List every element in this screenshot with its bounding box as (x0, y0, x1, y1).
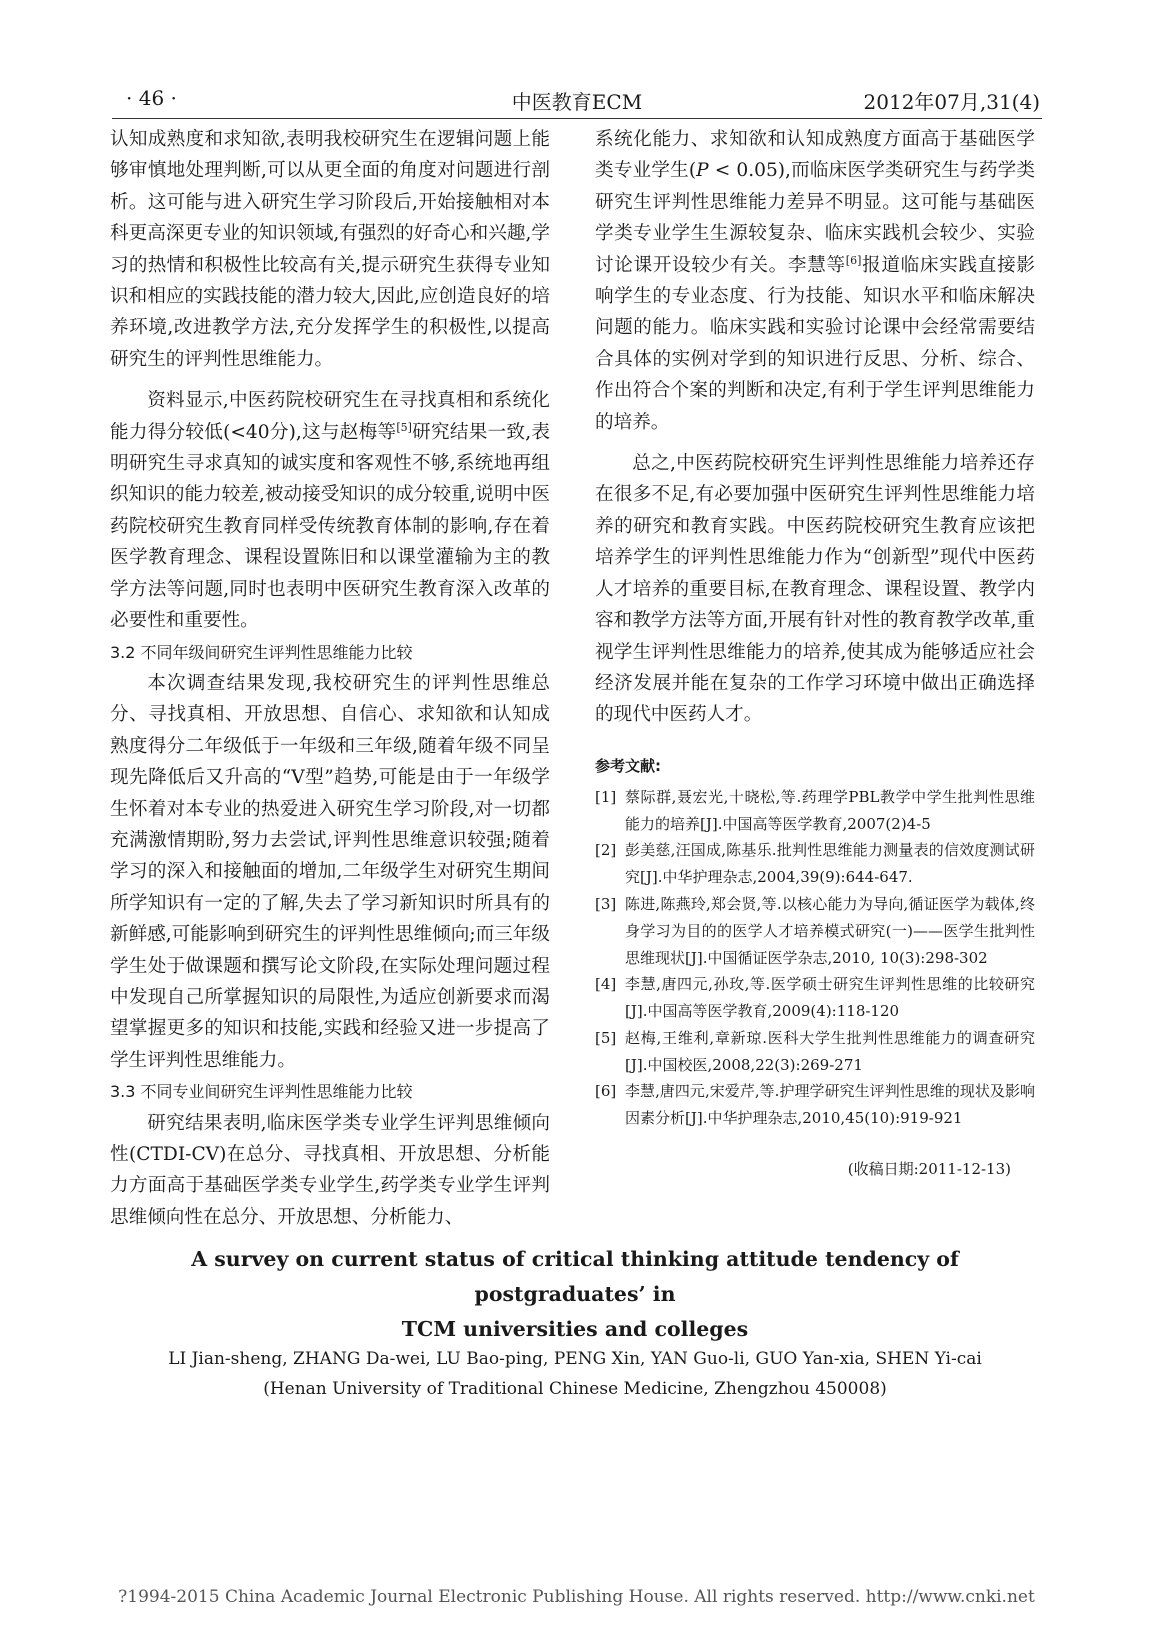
english-authors: LI Jian-sheng, ZHANG Da-wei, LU Bao-ping, PENG Xin, YAN Guo-li, GUO Yan-xia, SHEN Yi-cai (168, 1349, 982, 1369)
reference-item (595, 1078, 1035, 1132)
citation-6[interactable]: [6] (845, 253, 862, 267)
reference-number: [2] (595, 841, 617, 860)
text-run: 研究结果一致,表明研究生寻求真知的诚实度和客观性不够,系统地再组织知识的能力较差,被动接受知识的成分较重,说明中医药院校研究生教育同样受传统教育体制的影响,存在着医学教育理念、课程设置陈旧和以课堂灌输为主的教学方法等问题,同时也表明中医研究生教育深入改革的必要性和重要性。 (110, 421, 550, 632)
reference-item (595, 784, 1035, 838)
page-header (112, 78, 1042, 119)
text-run: < 0.05),而临床医学类研究生与药学类研究生评判性思维能力差异不明显。这可能与基础医学类专业学生生源较复杂、临床实践机会较少、实验讨论课开设较少有关。李慧等 (595, 160, 1035, 276)
left-paragraph-1: 认知成熟度和求知欲,表明我校研究生在逻辑问题上能够审慎地处理判断,可以从更全面的角度对问题进行剖析。这可能与进入研究生学习阶段后,开始接触相对本科更高深更专业的知识领域,有强烈的好奇心和兴趣,学习的热情和积极性比较高有关,提示研究生获得专业知识和相应的实践技能的潜力较大,因此,应创造良好的培养环境,改进教学方法,充分发挥学生的积极性,以提高研究生的评判性思维能力。 (110, 129, 550, 370)
left-paragraph-2 (110, 385, 550, 636)
english-title (110, 1242, 1040, 1347)
left-paragraph-3: 本次调查结果发现,我校研究生的评判性思维总分、寻找真相、开放思想、自信心、求知欲和认知成熟度得分二年级低于一年级和三年级,随着年级不同呈现先降低后又升高的“V型”趋势,可能是由于一年级学生怀着对本专业的热爱进入研究生学习阶段,对一切都充满激情期盼,努力去尝试,评判性思维意识较强;随着学习的深入和接触面的增加,二年级学生对研究生期间所学知识有一定的了解,失去了学习新知识时所具有的新鲜感,可能影响到研究生的评判性思维倾向;而三年级学生处于做课题和撰写论文阶段,在实际处理问题过程中发现自己所掌握知识的局限性,为适应创新要求而渴望掌握更多的知识和技能,实践和经验又进一步提高了学生评判性思维能力。 (110, 672, 550, 1071)
english-title-line-1: A survey on current status of critical thinking attitude tendency of postgraduates’ in (191, 1247, 959, 1306)
reference-number: [1] (595, 787, 617, 806)
reference-text: 陈进,陈燕玲,郑会贤,等.以核心能力为导向,循证医学为载体,终身学习为目的的医学人才培养模式研究(一)——医学生批判性思维现状[J].中国循证医学杂志,2010, 10(3):298-302 (625, 894, 1035, 967)
journal-name: 中医教育ECM (511, 90, 643, 114)
english-affiliation: (Henan University of Traditional Chinese Medicine, Zhengzhou 450008) (263, 1379, 887, 1399)
english-title-line-2: TCM universities and colleges (401, 1317, 749, 1341)
reference-text: 李慧,唐四元,宋爱芹,等.护理学研究生评判性思维的现状及影响因素分析[J].中华护理杂志,2010,45(10):919-921 (625, 1082, 1035, 1128)
text-run: 报道临床实践直接影响学生的专业态度、行为技能、知识水平和临床解决问题的能力。临床实践和实验讨论课中会经常需要结合具体的实例对学到的知识进行反思、分析、综合、作出符合个案的判断和决定,有利于学生评判思维能力的培养。 (595, 254, 1035, 433)
reference-number: [6] (595, 1082, 617, 1101)
section-heading-3-3: 3.3 不同专业间研究生评判性思维能力比较 (110, 1082, 413, 1102)
reference-item (595, 1025, 1035, 1079)
reference-number: [3] (595, 894, 617, 913)
reference-number: [5] (595, 1028, 617, 1047)
reference-item (595, 837, 1035, 891)
reference-list (595, 784, 1035, 1132)
right-paragraph-1 (595, 124, 1035, 438)
right-column (595, 124, 1035, 1179)
issue-info: 2012年07月,31(4) (863, 90, 1040, 114)
reference-text: 赵梅,王维利,章新琼.医科大学生批判性思维能力的调查研究[J].中国校医,2008,22(3):269-271 (625, 1028, 1035, 1074)
reference-item (595, 971, 1035, 1025)
references-title: 参考文献: (595, 756, 661, 775)
right-paragraph-2: 总之,中医药院校研究生评判性思维能力培养还存在很多不足,有必要加强中医研究生评判性思维能力培养的研究和教育实践。中医药院校研究生教育应该把培养学生的评判性思维能力作为“创新型”现代中医药人才培养的重要目标,在教育理念、课程设置、教学内容和教学方法等方面,开展有针对性的教育教学改革,重视学生评判性思维能力的培养,使其成为能够适应社会经济发展并能在复杂的工作学习环境中做出正确选择的现代中医药人才。 (595, 453, 1035, 726)
reference-text: 蔡际群,聂宏光,十晓松,等.药理学PBL教学中学生批判性思维能力的培养[J].中国高等医学教育,2007(2)4-5 (625, 787, 1035, 833)
left-paragraph-4: 研究结果表明,临床医学类专业学生评判思维倾向性(CTDI-CV)在总分、寻找真相、开放思想、分析能力方面高于基础医学类专业学生,药学类专业学生评判思维倾向性在总分、开放思想、分析能力、 (110, 1112, 550, 1228)
text-run: 资料显示,中医药院校研究生在寻找真相和系统化能力得分较低(<40分),这与赵梅等 (110, 390, 550, 443)
text-run: 系统化能力、求知欲和认知成熟度方面高于基础医学类专业学生( (595, 129, 1035, 182)
citation-5[interactable]: [5] (396, 420, 412, 434)
reference-item (595, 891, 1035, 971)
left-column (110, 124, 550, 1233)
reference-number: [4] (595, 975, 617, 994)
received-date: (收稿日期:2011-12-13) (847, 1160, 1011, 1179)
page-number: · 46 · (126, 86, 177, 110)
copyright-footer: ?1994-2015 China Academic Journal Electronic Publishing House. All rights reserved. http://www.cnki.net (118, 1587, 1035, 1607)
reference-text: 李慧,唐四元,孙玫,等.医学硕士研究生评判性思维的比较研究[J].中国高等医学教育,2009(4):118-120 (625, 975, 1035, 1021)
section-heading-3-2: 3.2 不同年级间研究生评判性思维能力比较 (110, 642, 413, 662)
reference-text: 彭美慈,汪国成,陈基乐.批判性思维能力测量表的信效度测试研究[J].中华护理杂志,2004,39(9):644-647. (625, 841, 1035, 887)
p-value-symbol: P (696, 160, 709, 182)
